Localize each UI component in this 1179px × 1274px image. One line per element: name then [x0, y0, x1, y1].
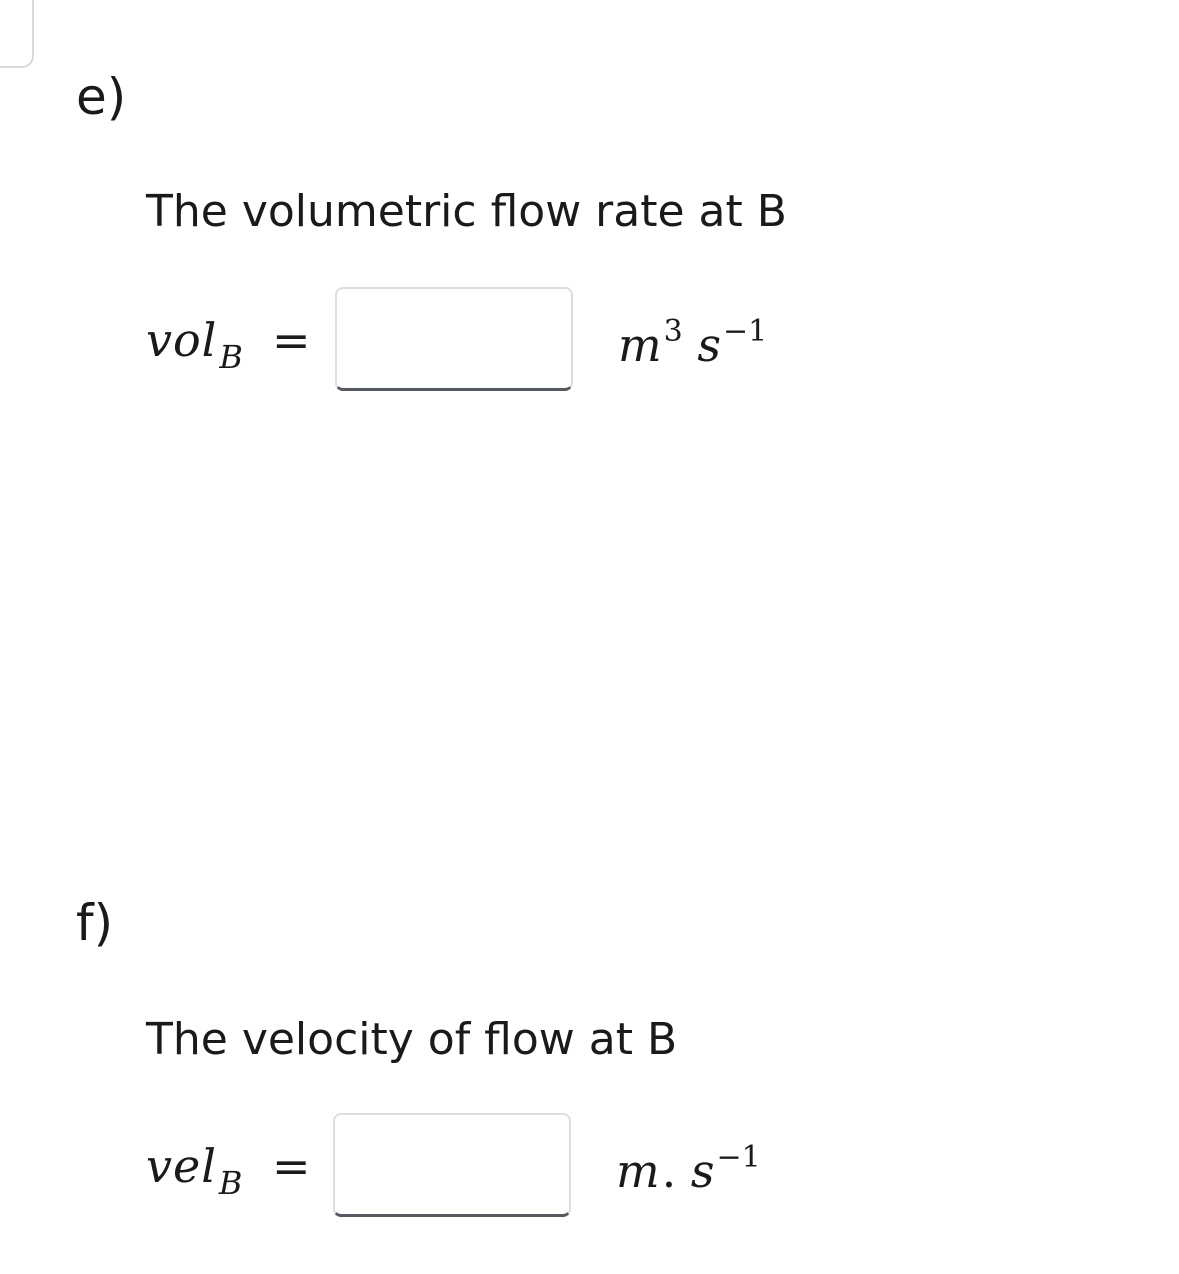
- part-e-subscript: B: [219, 338, 244, 376]
- part-e-variable: vol$_B$: [146, 313, 244, 376]
- part-e-unit: $m^3$ $s^{-1}$: [618, 314, 768, 372]
- part-f-equation: [0, 1113, 900, 1217]
- part-f-variable: vel$_B$: [146, 1139, 244, 1202]
- part-f-answer-input[interactable]: [333, 1113, 571, 1217]
- previous-panel-tab[interactable]: [0, 0, 34, 68]
- part-e-question: The volumetric flow rate at B: [146, 186, 787, 237]
- part-e-label: e): [76, 68, 127, 126]
- part-f-question: The velocity of flow at B: [146, 1014, 678, 1065]
- part-f-label: f): [76, 894, 114, 952]
- part-e-equals-sign: =: [272, 313, 311, 367]
- part-e-equation: [0, 287, 900, 391]
- part-f-equals-sign: =: [272, 1139, 311, 1193]
- part-e-answer-input[interactable]: [335, 287, 573, 391]
- part-f-unit: m. $s^{-1}$: [616, 1140, 761, 1198]
- part-f-subscript: B: [218, 1164, 244, 1202]
